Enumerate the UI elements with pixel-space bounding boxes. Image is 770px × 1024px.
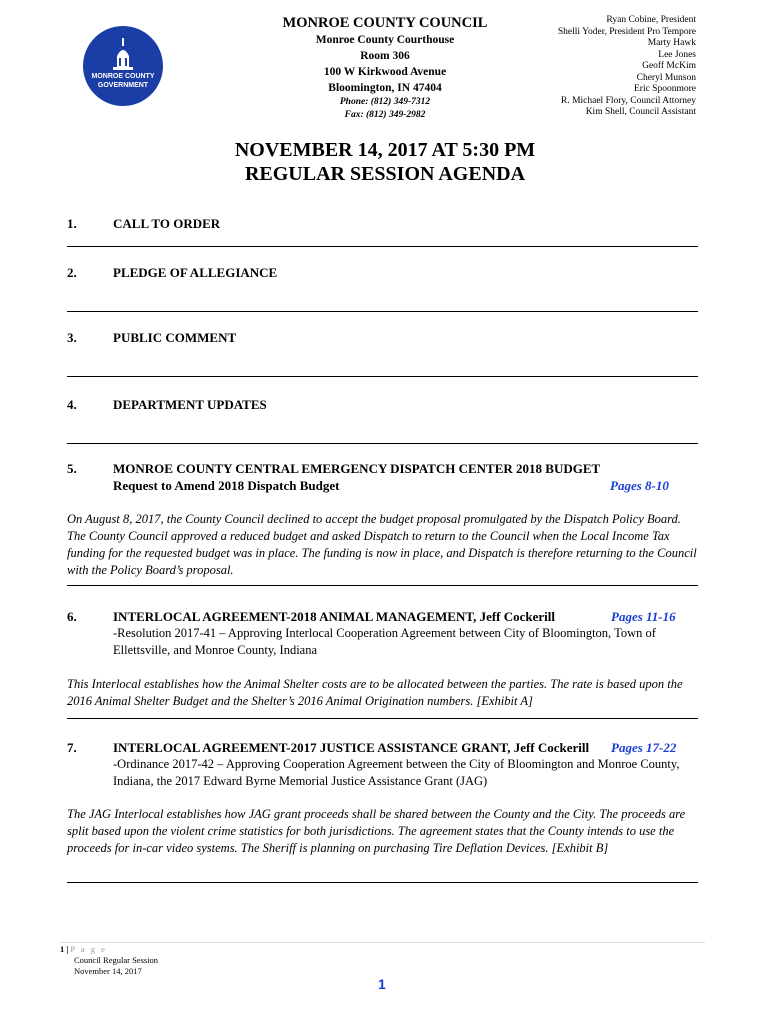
- divider: [67, 882, 698, 883]
- page-reference-link[interactable]: Pages 8-10: [610, 478, 669, 493]
- resolution-text: -Resolution 2017-41 – Approving Interlocal Cooperation Agreement between City of Bloomington, Town of Ellettsville, and Monroe County, Indiana: [113, 626, 656, 657]
- page-reference-link[interactable]: Pages 17-22: [611, 740, 677, 755]
- address-line-4: Bloomington, IN 47404: [328, 82, 442, 94]
- item-number: 6.: [67, 609, 77, 624]
- member-name: R. Michael Flory, Council Attorney: [560, 95, 696, 106]
- agenda-heading: REGULAR SESSION AGENDA: [244, 163, 526, 185]
- item-number: 4.: [67, 397, 77, 412]
- item-description: On August 8, 2017, the County Council declined to accept the budget proposal promulgated by the Dispatch Policy Board. The County Council approved a reduced budget and asked Dispatch to return to the Council when the Local Income Tax funding for the requested budget was in place. The funding is now in place, and Dispatch is therefore returning to the Council with the Policy Board’s proposal.: [67, 512, 697, 577]
- page-number: 1: [378, 976, 386, 992]
- page-footer: [60, 944, 158, 977]
- member-name: Marty Hawk: [647, 38, 696, 48]
- ordinance-text: -Ordinance 2017-42 – Approving Cooperation Agreement between the City of Bloomington and Monroe County, Indiana, the 2017 Edward Byrne Memorial Justice Assistance Grant (JAG): [113, 757, 680, 788]
- divider: [67, 376, 698, 377]
- item-number: 2.: [67, 265, 77, 280]
- item-number: 3.: [67, 330, 77, 345]
- council-members-list: [558, 15, 696, 119]
- footer-separator: |: [66, 944, 69, 954]
- logo-line-2: GOVERNMENT: [97, 82, 149, 89]
- item-heading: PUBLIC COMMENT: [113, 330, 237, 345]
- council-name: MONROE COUNTY COUNCIL: [282, 15, 488, 31]
- meeting-datetime: NOVEMBER 14, 2017 AT 5:30 PM: [234, 139, 536, 161]
- member-name: Geoff McKim: [642, 61, 696, 71]
- member-name: Cheryl Munson: [636, 72, 696, 83]
- item-heading: INTERLOCAL AGREEMENT-2018 ANIMAL MANAGEMENT, Jeff Cockerill: [113, 609, 556, 624]
- item-heading: CALL TO ORDER: [113, 216, 221, 231]
- item-subheading: Request to Amend 2018 Dispatch Budget: [113, 478, 340, 493]
- item-heading: PLEDGE OF ALLEGIANCE: [113, 265, 278, 280]
- footer-page-number: 1: [60, 944, 65, 954]
- divider: [67, 246, 698, 247]
- footer-page-word: P a g e: [70, 944, 107, 954]
- member-name: Eric Spoonmore: [633, 84, 696, 94]
- divider: [67, 718, 698, 719]
- footer-session: Council Regular Session: [74, 955, 159, 965]
- county-logo: [83, 26, 163, 106]
- footer-date: November 14, 2017: [74, 966, 142, 976]
- item-number: 5.: [67, 461, 77, 476]
- address-line-2: Room 306: [360, 50, 410, 62]
- footer-divider: [60, 942, 705, 943]
- fax-number: Fax: (812) 349-2982: [344, 110, 426, 120]
- item-heading: INTERLOCAL AGREEMENT-2017 JUSTICE ASSISTANCE GRANT, Jeff Cockerill: [113, 740, 590, 755]
- item-heading: DEPARTMENT UPDATES: [113, 397, 267, 412]
- address-line-1: Monroe County Courthouse: [315, 34, 455, 46]
- capitol-dome-icon: [83, 26, 163, 106]
- member-name: Ryan Cobine, President: [606, 15, 696, 25]
- item-description: The JAG Interlocal establishes how JAG grant proceeds shall be shared between the County and the City. The proceeds are split based upon the violent crime statistics for both jurisdictions. The agreement states that the County intends to use the proceeds for in-car video systems. The Sheriff is planning on purchasing Tire Deflation Devices. [Exhibit B]: [67, 807, 686, 855]
- member-name: Kim Shell, Council Assistant: [585, 107, 696, 117]
- agenda-title: [0, 138, 770, 186]
- divider: [67, 585, 698, 586]
- item-heading: MONROE COUNTY CENTRAL EMERGENCY DISPATCH CENTER 2018 BUDGET: [113, 461, 601, 476]
- phone-number: Phone: (812) 349-7312: [339, 97, 431, 107]
- logo-line-1: MONROE COUNTY: [91, 73, 155, 80]
- divider: [67, 443, 698, 444]
- divider: [67, 311, 698, 312]
- member-name: Shelli Yoder, President Pro Tempore: [557, 26, 696, 37]
- item-number: 7.: [67, 740, 77, 755]
- address-line-3: 100 W Kirkwood Avenue: [323, 66, 447, 78]
- council-header: [260, 14, 510, 122]
- item-description: This Interlocal establishes how the Animal Shelter costs are to be allocated between the parties. The rate is based upon the 2016 Animal Shelter Budget and the Shelter’s 2016 Animal Origination numbers. [Exhibit A]: [67, 677, 683, 708]
- page-reference-link[interactable]: Pages 11-16: [611, 609, 676, 624]
- item-number: 1.: [67, 216, 77, 231]
- member-name: Lee Jones: [658, 49, 696, 60]
